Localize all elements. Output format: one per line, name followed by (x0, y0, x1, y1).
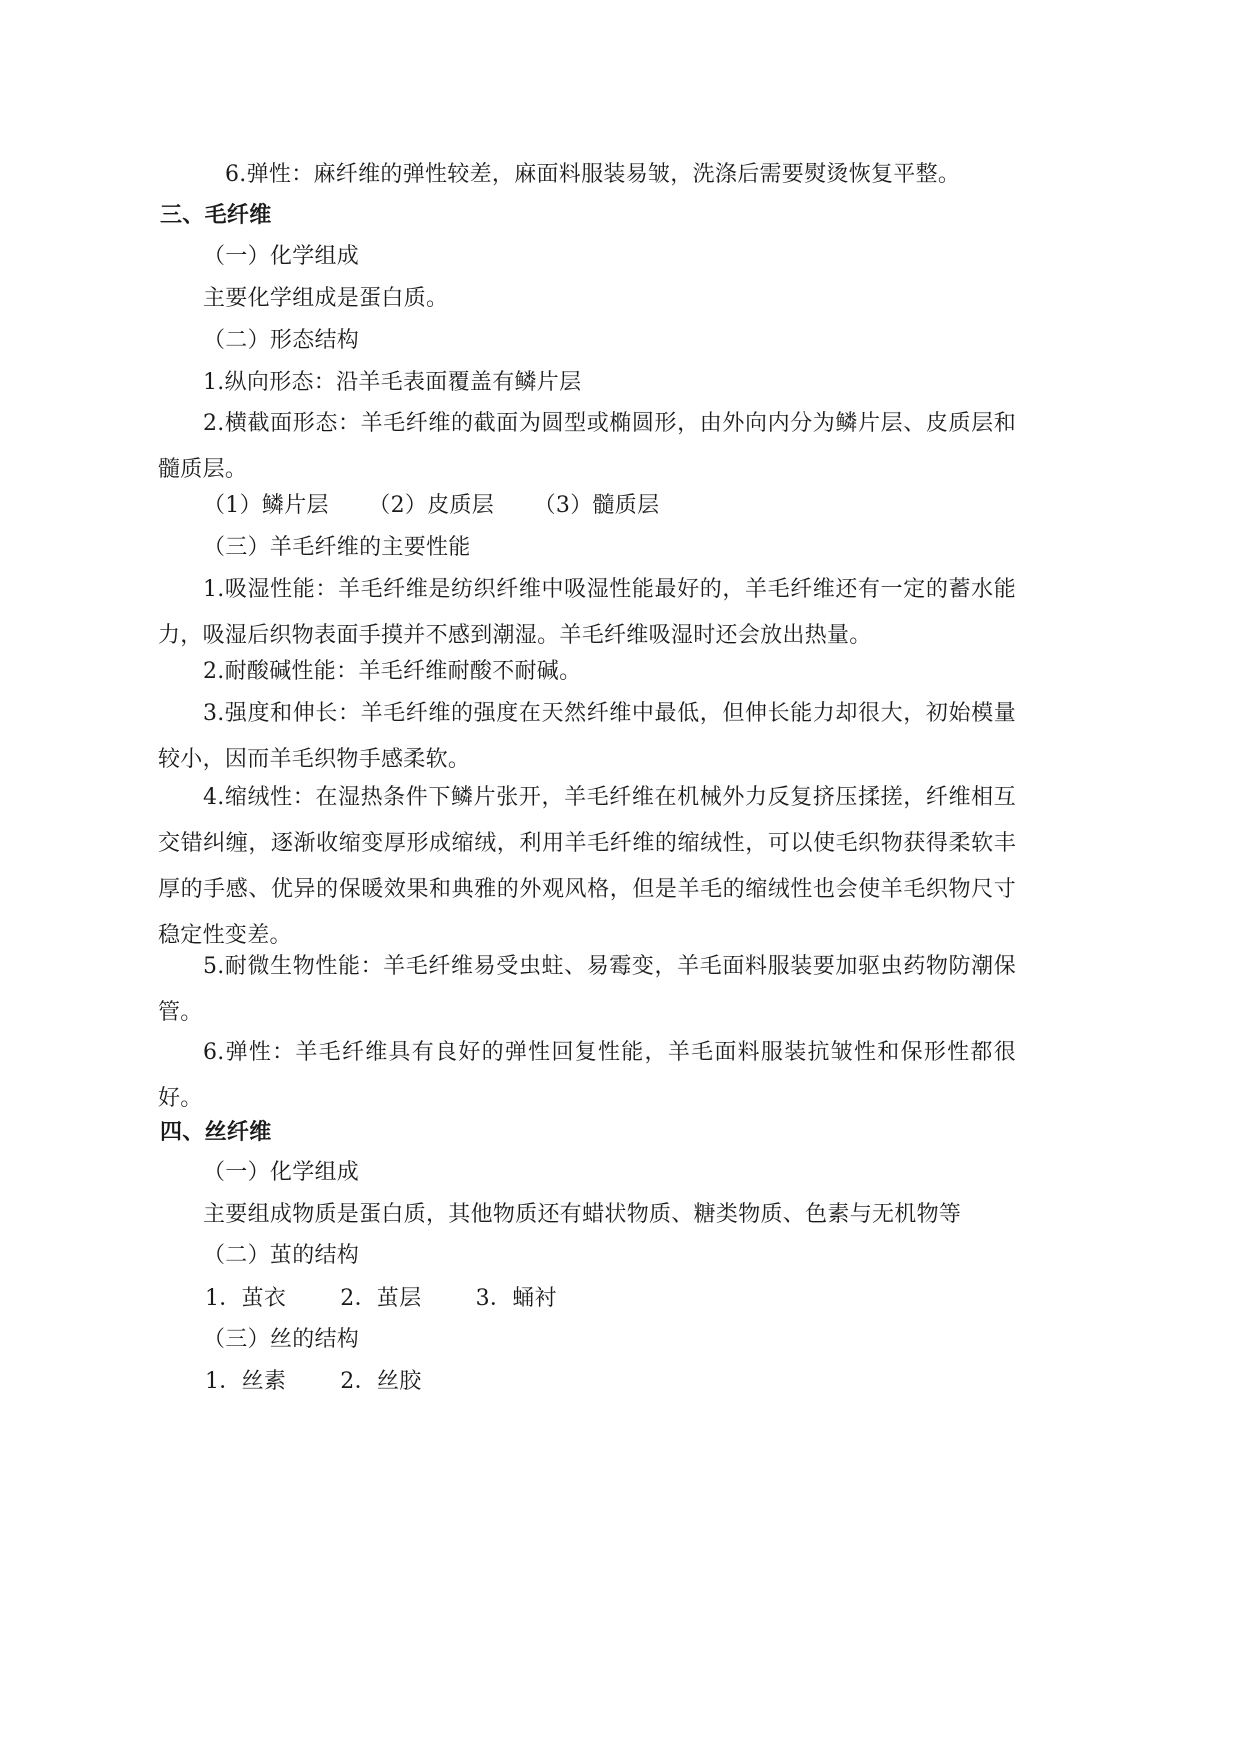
paragraph-wool-chemical: 主要化学组成是蛋白质。 (203, 286, 449, 311)
paragraph-wool-moisture: 1.吸湿性能：羊毛纤维是纺织纤维中吸湿性能最好的，羊毛纤维还有一定的蓄水能力，吸湿后织物表面手摸并不感到潮湿。羊毛纤维吸湿时还会放出热量。 (158, 577, 1016, 648)
silk-cocoon-list (205, 1284, 557, 1314)
subheading-wool-morphology: （二）形态结构 (203, 328, 360, 353)
paragraph-wool-longitudinal: 1.纵向形态：沿羊毛表面覆盖有鳞片层 (203, 370, 582, 395)
section-heading-silk: 四、丝纤维 (160, 1120, 272, 1145)
paragraph-wool-strength: 3.强度和伸长：羊毛纤维的强度在天然纤维中最低，但伸长能力却很大，初始模量较小，因而羊毛织物手感柔软。 (158, 701, 1016, 772)
silk-cocoon-item-shell: 2．茧层 (340, 1286, 422, 1311)
subheading-silk-chemical: （一）化学组成 (203, 1160, 360, 1185)
subheading-wool-properties: （三）羊毛纤维的主要性能 (203, 535, 471, 560)
silk-structure-item-fibroin: 1．丝素 (205, 1369, 287, 1394)
subheading-silk-structure: （三）丝的结构 (203, 1327, 360, 1352)
paragraph-hemp-elasticity: 6.弹性：麻纤维的弹性较差，麻面料服装易皱，洗涤后需要熨烫恢复平整。 (225, 162, 961, 187)
paragraph-wool-elasticity: 6.弹性：羊毛纤维具有良好的弹性回复性能，羊毛面料服装抗皱性和保形性都很好。 (158, 1040, 1016, 1111)
wool-layer-scale: （1）鳞片层 (203, 493, 329, 518)
wool-layer-medulla: （3）髓质层 (533, 493, 660, 518)
paragraph-silk-chemical: 主要组成物质是蛋白质，其他物质还有蜡状物质、糖类物质、色素与无机物等 (203, 1202, 962, 1227)
silk-cocoon-item-pelade: 3．蛹衬 (475, 1286, 557, 1311)
paragraph-wool-microbial: 5.耐微生物性能：羊毛纤维易受虫蛀、易霉变，羊毛面料服装要加驱虫药物防潮保管。 (158, 954, 1016, 1025)
silk-cocoon-item-floss: 1．茧衣 (205, 1286, 287, 1311)
wool-layer-cortex: （2）皮质层 (368, 493, 495, 518)
silk-structure-item-sericin: 2．丝胶 (340, 1369, 422, 1394)
silk-structure-list (205, 1367, 422, 1397)
subheading-wool-chemical: （一）化学组成 (203, 244, 360, 269)
paragraph-wool-acid-alkali: 2.耐酸碱性能：羊毛纤维耐酸不耐碱。 (203, 659, 582, 684)
section-heading-wool: 三、毛纤维 (160, 203, 272, 228)
paragraph-wool-felting: 4.缩绒性：在湿热条件下鳞片张开，羊毛纤维在机械外力反复挤压揉搓，纤维相互交错纠缠，逐渐收缩变厚形成缩绒，利用羊毛纤维的缩绒性，可以使毛织物获得柔软丰厚的手感、优异的保暖效果和典雅的外观风格，但是羊毛的缩绒性也会使羊毛织物尺寸稳定性变差。 (158, 785, 1016, 948)
wool-layers-list (203, 491, 659, 521)
paragraph-wool-cross-section: 2.横截面形态：羊毛纤维的截面为圆型或椭圆形，由外向内分为鳞片层、皮质层和髓质层。 (158, 411, 1016, 482)
subheading-silk-cocoon: （二）茧的结构 (203, 1243, 360, 1268)
